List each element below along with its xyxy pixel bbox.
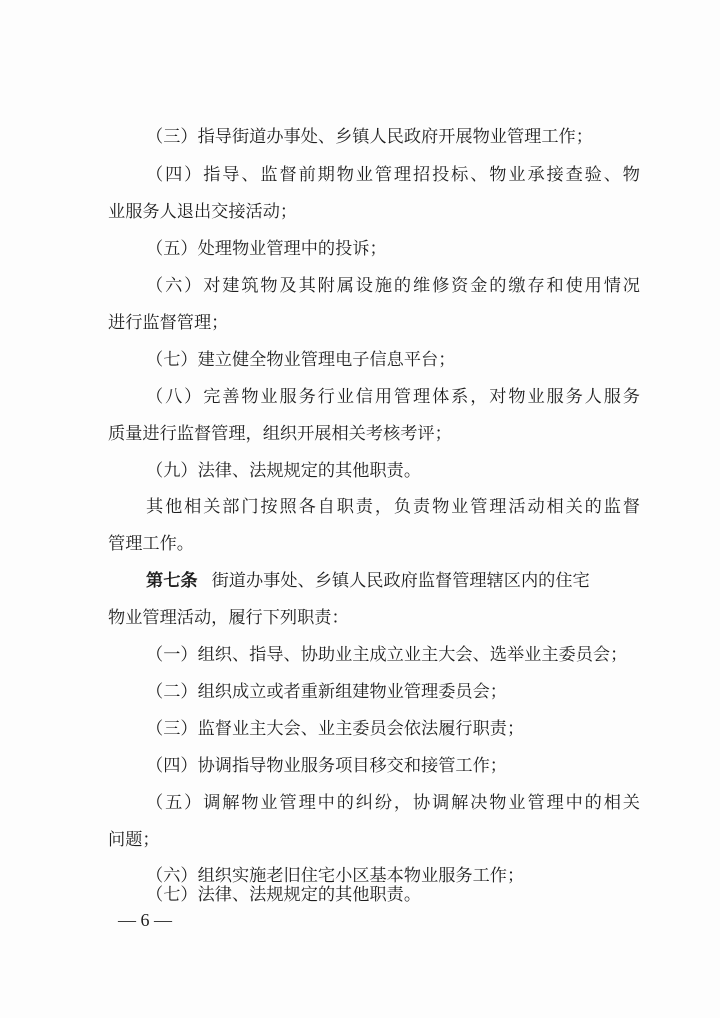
article-text: 街道办事处、乡镇人民政府监督管理辖区内的住宅 [211,571,590,591]
paragraph-line: （五）处理物业管理中的投诉； [146,239,387,259]
paragraph-line: （八）完善物业服务行业信用管理体系，对物业服务人服务 [146,387,640,407]
paragraph-line: （二）组织成立或者重新组建物业管理委员会； [146,682,507,702]
paragraph-line: 质量进行监督管理，组织开展相关考核考评； [108,424,452,444]
paragraph-line: （四）指导、监督前期物业管理招投标、物业承接查验、物 [146,165,640,185]
article-heading: 第七条 [146,571,198,591]
paragraph-line: （一）组织、指导、协助业主成立业主大会、选举业主委员会； [146,645,628,665]
paragraph-line: （九）法律、法规规定的其他职责。 [146,461,422,481]
article-seven-line [146,566,640,596]
paragraph-line: （六）对建筑物及其附属设施的维修资金的缴存和使用情况 [146,276,640,296]
paragraph-line: （四）协调指导物业服务项目移交和接管工作； [146,756,507,776]
paragraph-line: （六）组织实施老旧住宅小区基本物业服务工作； [146,866,525,886]
paragraph-line: 问题； [108,830,160,850]
paragraph-line: （三）指导街道办事处、乡镇人民政府开展物业管理工作； [146,127,593,147]
paragraph-line: （五）调解物业管理中的纠纷，协调解决物业管理中的相关 [146,793,640,813]
paragraph-line: （七）建立健全物业管理电子信息平台； [146,350,456,370]
paragraph-line: （七）法律、法规规定的其他职责。 [146,885,422,905]
paragraph-line: 进行监督管理； [108,313,229,333]
paragraph-line: （三）监督业主大会、业主委员会依法履行职责； [146,719,525,739]
paragraph-line: 其他相关部门按照各自职责，负责物业管理活动相关的监督 [146,497,640,517]
paragraph-line: 业服务人退出交接活动； [108,202,298,222]
page-number: — 6 — [118,910,172,930]
paragraph-line: 管理工作。 [108,534,194,554]
paragraph-line: 物业管理活动，履行下列职责： [108,608,349,628]
